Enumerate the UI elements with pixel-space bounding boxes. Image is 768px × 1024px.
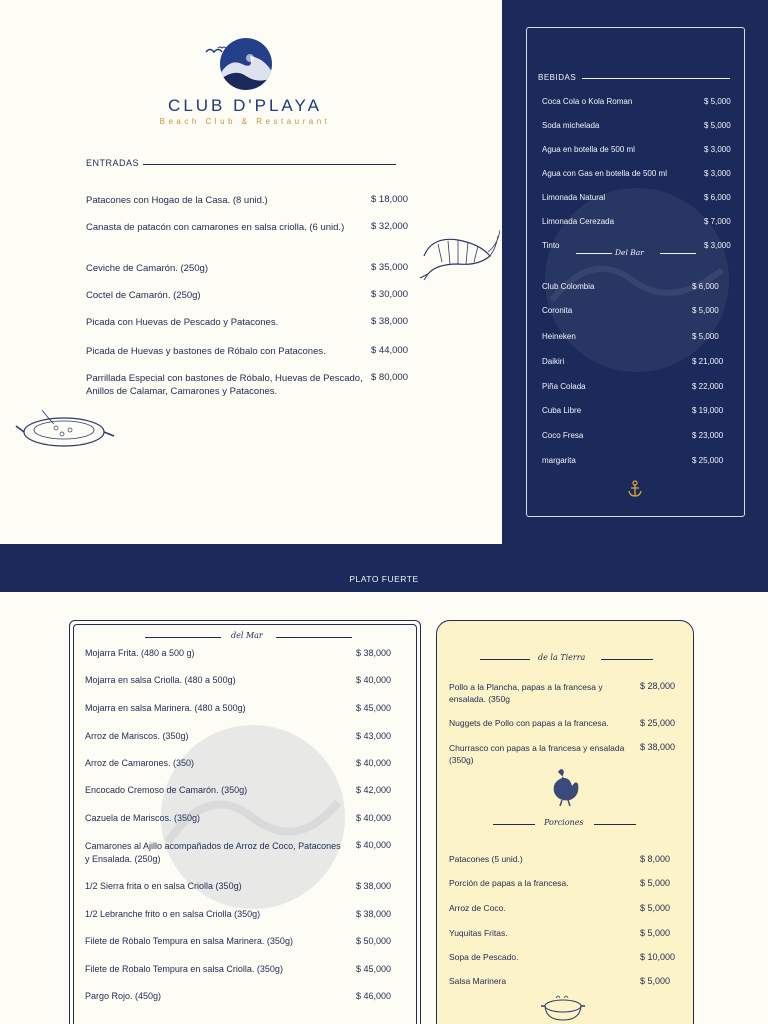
entrada-item: Parrillada Especial con bastones de Róbalo, Huevas de Pescado, Anillos de Calamar, Camarones y Patacones. [86,373,363,397]
entrada-item: Picada de Huevas y bastones de Róbalo con Patacones. [86,346,326,357]
mar-item: Mojarra Frita. (480 a 500 g) [85,648,195,658]
drink-item: Agua en botella de 500 ml [542,145,635,154]
bar-item: margarita [542,456,576,465]
bar-item: Heineken [542,332,576,341]
tierra-price: $ 38,000 [640,742,676,752]
bebidas-heading: BEBIDAS [538,73,577,82]
porcion-item: Yuquitas Fritas. [449,928,508,938]
entrada-price: $ 35,000 [371,262,408,273]
entrada-item: Coctel de Camarón. (250g) [86,290,201,301]
entradas-heading: ENTRADAS [86,158,140,168]
entrada-price: $ 44,000 [371,345,408,356]
tierra-item: Pollo a la Plancha, papas a la francesa y ensalada. (350g [449,682,603,704]
mar-item: Cazuela de Mariscos. (350g) [85,813,201,823]
bar-price: $ 6,000 [692,282,719,291]
mar-item: Camarones al Ajillo acompañados de Arroz de Coco, Patacones y Ensalada. (250g) [85,841,341,864]
divider [594,824,636,825]
mar-price: $ 46,000 [356,991,392,1001]
mar-price: $ 42,000 [356,785,392,795]
mar-item: 1/2 Lebranche frito o en salsa Criolla (350g) [85,909,261,919]
tierra-price: $ 25,000 [640,718,676,728]
divider [480,659,530,660]
divider [576,253,612,254]
entrada-item: Picada con Huevas de Pescado y Patacones. [86,317,279,328]
plato-fuerte-band [0,544,768,592]
porcion-item: Patacones (5 unid.) [449,854,523,864]
mar-item: Arroz de Mariscos. (350g) [85,731,189,741]
drink-price: $ 7,000 [704,217,731,226]
bar-item: Daikiri [542,357,565,366]
tierra-item: Churrasco con papas a la francesa y ensalada (350g) [449,743,625,765]
porcion-price: $ 8,000 [640,854,671,864]
entrada-price: $ 30,000 [371,289,408,300]
mar-price: $ 50,000 [356,936,392,946]
mar-item: Mojarra en salsa Marinera. (480 a 500g) [85,703,246,713]
drink-item: Limonada Natural [542,193,606,202]
mar-price: $ 45,000 [356,964,392,974]
bar-price: $ 25,000 [692,456,724,465]
tierra-price: $ 28,000 [640,681,676,691]
drink-price: $ 5,000 [704,97,731,106]
mar-item: Filete de Robalo Tempura en salsa Criolla. (350g) [85,964,283,974]
porcion-item: Sopa de Pescado. [449,952,519,962]
drink-item: Limonada Cerezada [542,217,615,226]
porciones-heading: Porciones [544,818,584,827]
watermark-wave-icon [532,180,742,380]
drink-item: Tinto [542,241,560,250]
mar-price: $ 38,000 [356,909,392,919]
drink-item: Soda michelada [542,121,600,130]
divider [582,78,730,79]
divider [660,253,696,254]
entrada-price: $ 18,000 [371,194,408,205]
bar-item: Cuba Libre [542,406,582,415]
bar-price: $ 22,000 [692,382,724,391]
mar-price: $ 45,000 [356,703,392,713]
bar-price: $ 23,000 [692,431,724,440]
drink-price: $ 6,000 [704,193,731,202]
porcion-price: $ 5,000 [640,878,671,888]
entrada-price: $ 80,000 [371,372,408,383]
mar-item: Pargo Rojo. (450g) [85,991,162,1001]
entrada-price: $ 32,000 [371,221,408,232]
plato-fuerte-heading: PLATO FUERTE [349,574,419,584]
del-bar-heading: Del Bar [615,248,644,257]
mar-price: $ 43,000 [356,731,392,741]
drink-price: $ 3,000 [704,169,731,178]
mar-price: $ 40,000 [356,840,392,850]
porcion-item: Porción de papas a la francesa. [449,878,569,888]
entrada-item: Canasta de patacón con camarones en salsa criolla. (6 unid.) [86,222,345,233]
porcion-price: $ 10,000 [640,952,676,962]
bar-item: Coco Fresa [542,431,584,440]
brand-name: CLUB D'PLAYA [168,96,322,115]
porcion-price: $ 5,000 [640,903,671,913]
drink-price: $ 3,000 [704,145,731,154]
drink-item: Agua con Gas en botella de 500 ml [542,169,667,178]
bar-item: Piña Colada [542,382,586,391]
mar-price: $ 40,000 [356,813,392,823]
mar-item: Encocado Cremoso de Camarón. (350g) [85,785,248,795]
bar-item: Club Colombia [542,282,595,291]
chicken-icon [548,764,582,806]
mar-price: $ 38,000 [356,881,392,891]
divider [145,637,221,638]
bar-price: $ 19,000 [692,406,724,415]
porcion-item: Salsa Marinera [449,976,507,986]
entrada-price: $ 38,000 [371,316,408,327]
porcion-price: $ 5,000 [640,928,671,938]
paella-pan-icon [14,404,118,452]
mar-price: $ 38,000 [356,648,392,658]
mar-item: 1/2 Sierra frita o en salsa Criolla (350g) [85,881,242,891]
mar-item: Mojarra en salsa Criolla. (480 a 500g) [85,675,236,685]
drink-item: Coca Cola o Kola Roman [542,97,633,106]
divider [493,824,535,825]
soup-pot-icon [538,994,588,1022]
porcion-item: Arroz de Coco. [449,903,506,913]
divider [601,659,653,660]
bar-price: $ 21,000 [692,357,724,366]
drink-price: $ 5,000 [704,121,731,130]
del-mar-heading: del Mar [231,631,263,640]
porcion-price: $ 5,000 [640,976,671,986]
divider [276,637,352,638]
brand-tagline: Beach Club & Restaurant [159,117,331,126]
entrada-item: Patacones con Hogao de la Casa. (8 unid.) [86,195,268,206]
mar-price: $ 40,000 [356,758,392,768]
mar-item: Arroz de Camarones. (350) [85,758,195,768]
de-la-tierra-heading: de la Tierra [538,653,586,662]
bar-price: $ 5,000 [692,332,719,341]
bar-item: Coronita [542,306,573,315]
tierra-item: Nuggets de Pollo con papas a la francesa. [449,718,609,728]
logo-wave-icon [220,38,272,90]
bar-price: $ 5,000 [692,306,719,315]
divider [143,164,396,165]
mar-price: $ 40,000 [356,675,392,685]
anchor-icon [626,480,644,498]
shrimp-icon [418,222,500,282]
mar-item: Filete de Ròbalo Tempura en salsa Marinera. (350g) [85,936,293,946]
entrada-item: Ceviche de Camarón. (250g) [86,263,208,274]
drink-price: $ 3,000 [704,241,731,250]
